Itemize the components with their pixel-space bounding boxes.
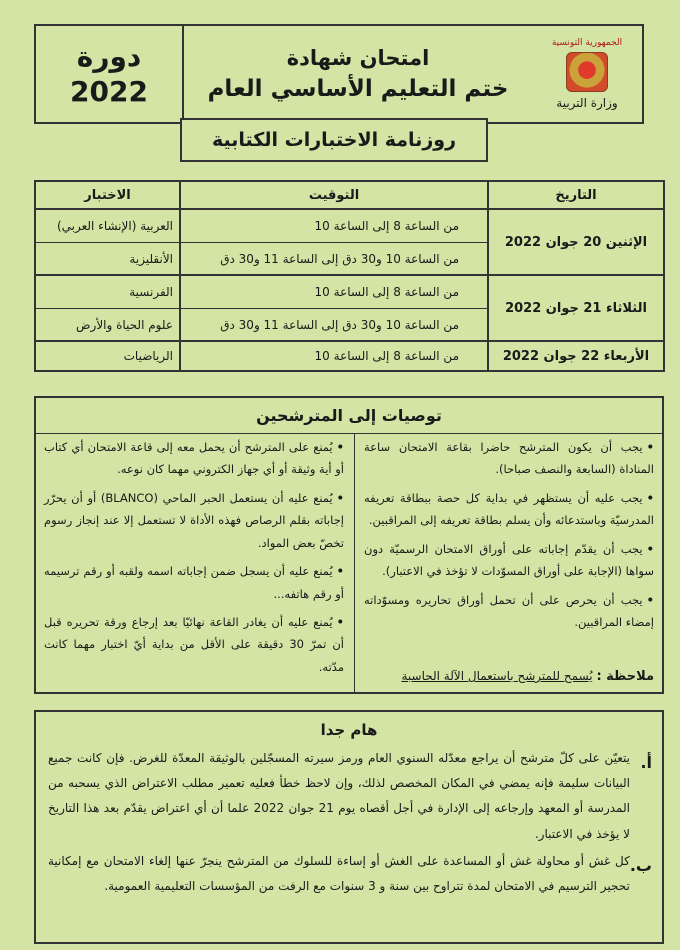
important-title: هام جدا bbox=[320, 721, 378, 739]
item-marker: أ. bbox=[640, 753, 652, 772]
slot-time: من الساعة 8 إلى الساعة 10 bbox=[314, 219, 459, 233]
ministry-logo bbox=[532, 26, 642, 122]
ministry-emblem-icon bbox=[566, 52, 608, 92]
session-year: 2022 bbox=[70, 75, 148, 108]
recommendation-item: •يجب أن يكون المترشح حاضرا بقاعة الامتحان ساعة المناداة (السابعة والنصف صباحا). bbox=[364, 440, 654, 477]
recommendation-item: •يُمنع عليه أن يغادر القاعة نهائيّا بعد إرجاع ورقة تحريره قبل أن تمرّ 30 دقيقة على الأقل من بداية أيّ اختبار مهما كانت مدّته. bbox=[44, 614, 344, 674]
session-word: دورة bbox=[76, 40, 142, 73]
ministry-name: وزارة التربية bbox=[556, 96, 618, 110]
recommendations-right-column bbox=[364, 436, 654, 639]
slot-time: من الساعة 10 و30 دق إلى الساعة 11 و30 دق bbox=[220, 251, 459, 266]
item-text: كل غش أو محاولة غش أو المساعدة على الغش أو إساءة للسلوك من المترشح ينجرّ عنها إلغاء الامتحان مع إمكانية تحجير الترسيم في الامتحان لمدة تتراوح بين سنة و 3 سنوات مع الرفت من المؤسسات التعليمية العمومية. bbox=[48, 853, 630, 893]
calculator-note bbox=[401, 669, 654, 684]
slot-time: من الساعة 10 و30 دق إلى الساعة 11 و30 دق bbox=[220, 317, 459, 332]
recommendations-title: توصيات إلى المترشحين bbox=[36, 398, 662, 434]
day-date: الإثنين 20 جوان 2022 bbox=[504, 234, 648, 250]
slot-subject: الأنقليزية bbox=[129, 251, 173, 266]
slot-subject: علوم الحياة والأرض bbox=[76, 317, 173, 332]
note-label: ملاحظة : bbox=[596, 669, 654, 684]
header-test: الاختبار bbox=[84, 187, 131, 203]
item-text: يتعيّن على كلّ مترشح أن يراجع معدّله السنوي العام ورمز سيرته المسجّلين بالوثيقة المعدّة للغرض. فإن كانت جميع البيانات سليمة فإنه يمضي في المكان المخصص لذلك، وإن لاحظ خطأ فعليه تعمير مطلب الاعتراض الذي يسحبه من المدرسة أو المعهد وإرجاعه إلى الإدارة في أجل أقصاه يوم 21 جوان 2022 علما أن أي اعتراض يقدّم بعد هذا التاريخ لا يؤخذ في الاعتبار. bbox=[48, 751, 630, 841]
slot-subject: العربية (الإنشاء العربي) bbox=[56, 219, 173, 233]
recommendation-item: •يُمنع على المترشح أن يحمل معه إلى قاعة الامتحان أي كتاب أو أية وثيقة أو أي جهاز الكتروني مهما كان نوعه. bbox=[44, 440, 344, 477]
republic-text: الجمهورية التونسية bbox=[551, 38, 623, 48]
day-date: الثلاثاء 21 جوان 2022 bbox=[505, 300, 647, 316]
slot-subject: الرياضيات bbox=[123, 349, 173, 363]
note-text: يُسمح للمترشح باستعمال الآلة الحاسبة bbox=[401, 669, 593, 683]
important-item bbox=[48, 746, 652, 847]
session-label bbox=[36, 26, 184, 122]
recommendation-item: •يجب عليه أن يستظهر في بداية كل حصة ببطاقة تعريفه المدرسيّة وباستدعائه وأن يسلم بطاقة تعريفه إلى المراقبين. bbox=[364, 490, 654, 528]
header-date: التاريخ bbox=[555, 187, 597, 203]
slot-time: من الساعة 8 إلى الساعة 10 bbox=[314, 285, 459, 299]
item-marker: ب. bbox=[629, 855, 652, 875]
header-time: التوقيت bbox=[308, 187, 360, 203]
important-body bbox=[48, 746, 652, 901]
slot-subject: الفرنسية bbox=[129, 285, 173, 299]
column-divider bbox=[354, 434, 355, 692]
page-subtitle: روزنامة الاختبارات الكتابية bbox=[180, 118, 488, 162]
important-box bbox=[34, 710, 664, 944]
recommendation-item: •يُمنع عليه أن يسجل ضمن إجاباته اسمه ولقبه أو رقم ترسيمه أو رقم هاتفه... bbox=[44, 564, 344, 601]
important-item bbox=[48, 849, 652, 899]
day-date: الأربعاء 22 جوان 2022 bbox=[502, 348, 650, 364]
recommendation-item: •يُمنع عليه أن يستعمل الحبر الماحي (BLANCO) أو أن يحرّر إجاباته بقلم الرصاص فهذه الأداة لا تستعمل إلا عند إنجاز رسوم تخصّ بعض المواد. bbox=[44, 490, 344, 550]
header-box bbox=[34, 24, 644, 124]
recommendation-item: •يجب أن يحرص على أن تحمل أوراق تحاريره ومسوّداته إمضاء المراقبين. bbox=[364, 592, 654, 629]
exam-title-line1: امتحان شهادة bbox=[286, 46, 430, 70]
schedule-table bbox=[34, 180, 665, 372]
recommendations-box bbox=[34, 396, 664, 694]
recommendation-item: •يجب أن يقدّم إجاباته على أوراق الامتحان الرسميّة دون سواها (الإجابة على أوراق المسوّدات لا تؤخذ في الاعتبار). bbox=[364, 541, 654, 579]
exam-title-line2: ختم التعليم الأساسي العام bbox=[207, 76, 509, 102]
recommendations-left-column bbox=[44, 436, 344, 684]
exam-title bbox=[184, 26, 532, 122]
slot-time: من الساعة 8 إلى الساعة 10 bbox=[314, 349, 459, 363]
